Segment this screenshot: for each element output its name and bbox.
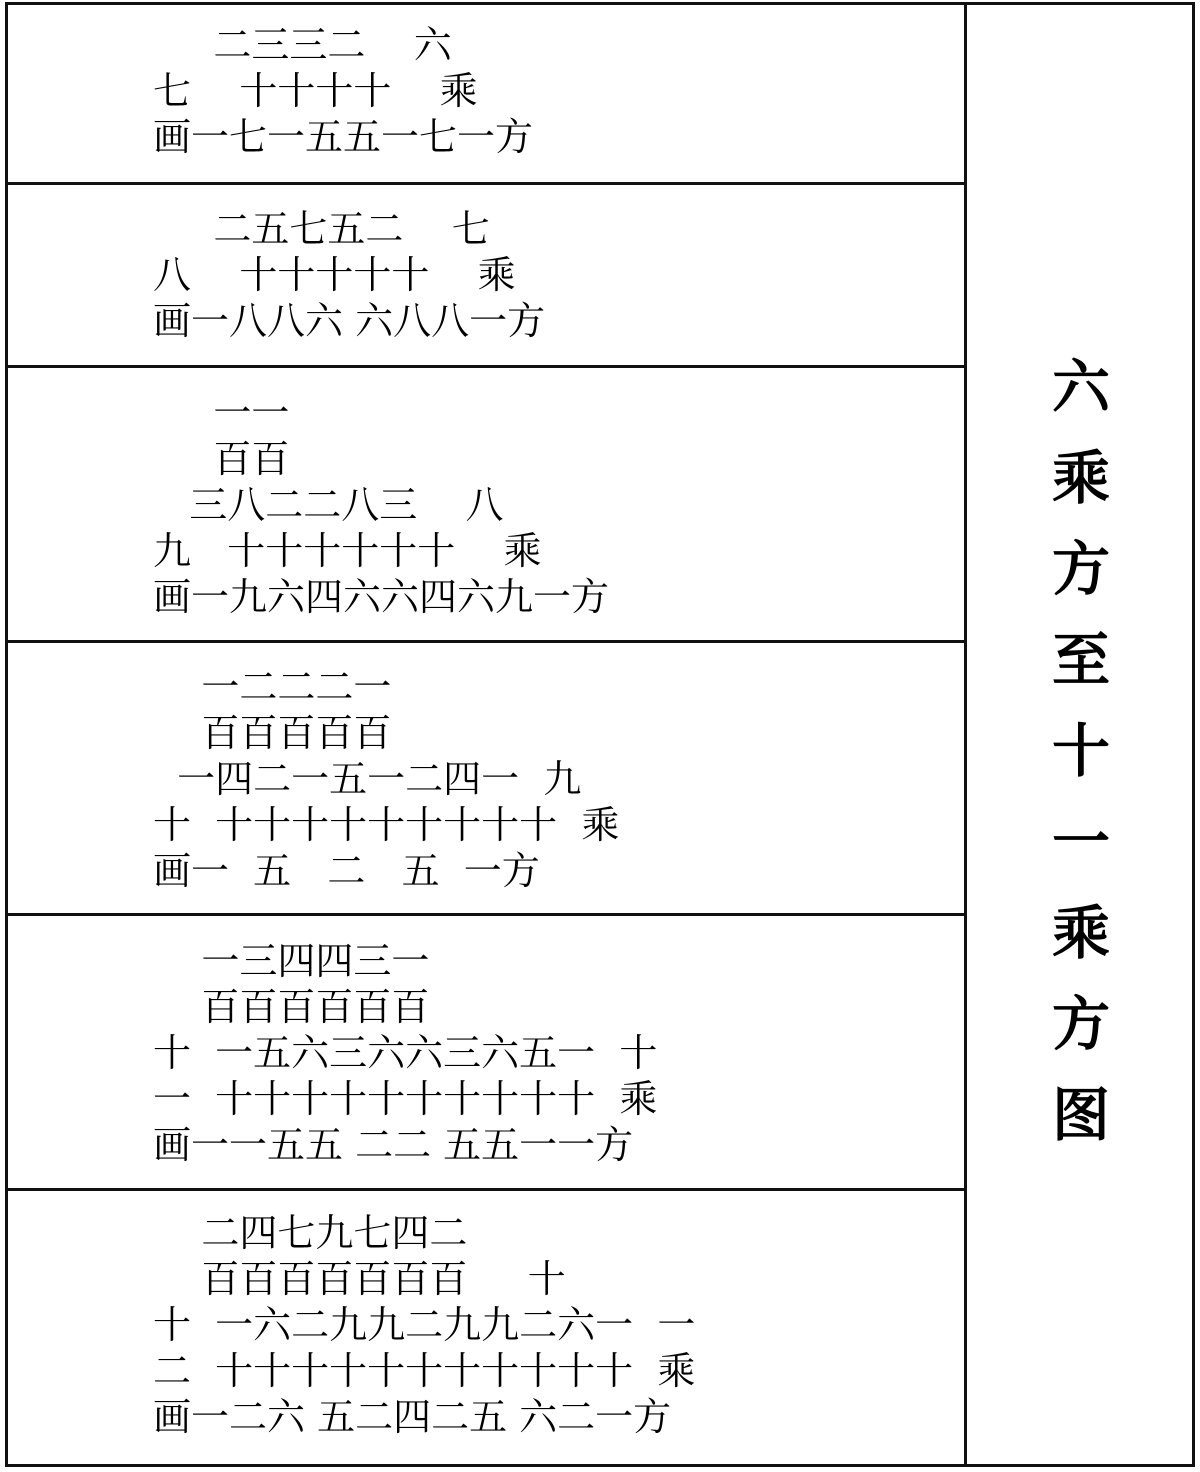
number-row: 七 十十十十 乘 [153,69,478,113]
exponent-panel [5,185,967,368]
number-row: 十 一六二九九二九九二六一 一 [153,1303,696,1347]
number-row: 百百 [153,437,290,481]
title-char: 至 [1051,626,1110,694]
number-row: 一 十十十十十十十十十十 乘 [153,1077,658,1121]
number-row: 二 十十十十十十十十十十十 乘 [153,1349,696,1393]
number-row: 百百百百百 [153,711,392,755]
title-char: 方 [1051,990,1110,1058]
exponent-panel [5,1191,967,1467]
number-row: 百百百百百百 [153,985,430,1029]
exponent-panel [5,368,967,643]
number-row: 二四七九七四二 [153,1211,468,1255]
number-row: 一三四四三一 [153,939,430,983]
number-row: 画一八八六 六八八一方 [153,299,546,343]
exponent-panel [5,643,967,916]
exponent-panel [5,2,967,185]
number-row: 一一 [153,391,290,435]
title-column [964,2,1195,1467]
figure-title [967,342,1195,1161]
number-row: 画一二六 五二四二五 六二一方 [153,1395,672,1439]
title-char: 一 [1051,808,1110,876]
number-row: 十 一五六三六六三六五一 十 [153,1031,658,1075]
title-char: 图 [1051,1081,1110,1149]
number-row: 百百百百百百百 十 [153,1257,566,1301]
number-row: 二三三二 六 [153,23,452,67]
number-row: 三八二二八三 八 [153,483,504,527]
title-char: 六 [1051,353,1110,421]
number-row: 画一 五 二 五 一方 [153,849,540,893]
number-row: 画一七一五五一七一方 [153,115,534,159]
number-row: 一四二一五一二四一 九 [153,757,582,801]
number-row: 八 十十十十十 乘 [153,253,516,297]
number-row: 画一九六四六六四六九一方 [153,575,610,619]
number-row: 十 十十十十十十十十十 乘 [153,803,620,847]
title-char: 十 [1051,717,1110,785]
title-char: 乘 [1051,899,1110,967]
number-row: 画一一五五 二二 五五一一方 [153,1123,634,1167]
number-row: 一二二二一 [153,665,392,709]
number-row: 二五七五二 七 [153,207,490,251]
title-char: 乘 [1051,444,1110,512]
exponent-panel [5,916,967,1191]
title-char: 方 [1051,535,1110,603]
number-row: 九 十十十十十十 乘 [153,529,542,573]
